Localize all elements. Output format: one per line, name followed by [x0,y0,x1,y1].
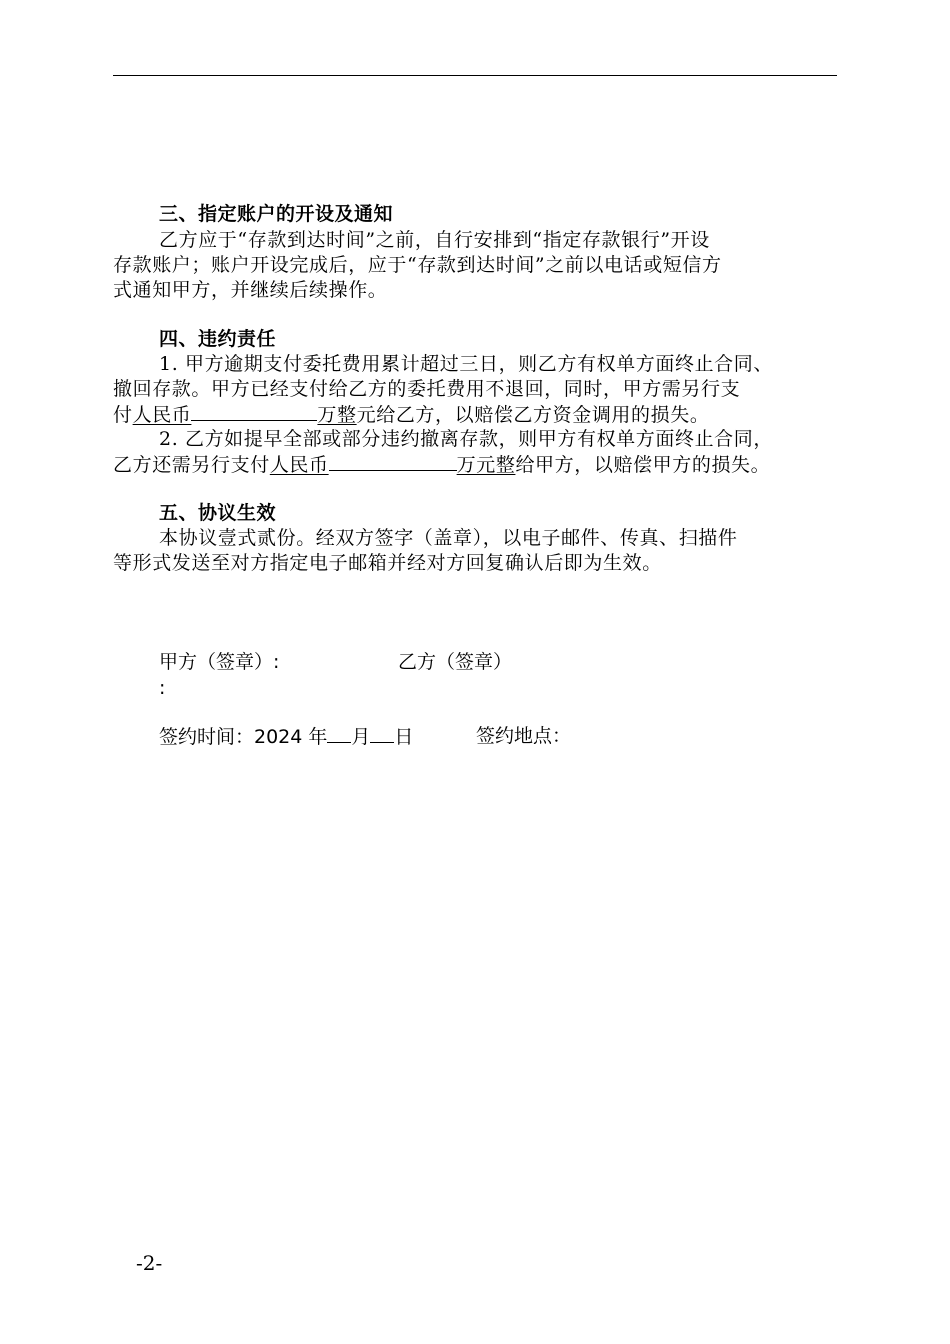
month-blank [327,724,351,743]
month-label: 月 [351,726,371,748]
section-5-line-2: 等形式发送至对方指定电子邮箱并经对方回复确认后即为生效。 [113,552,662,574]
signing-date-line [159,724,413,749]
page-number: -2- [136,1251,163,1275]
section-3-line-3: 式通知甲方，并继续后续操作。 [113,279,388,301]
section-5-heading: 五、协议生效 [159,502,277,524]
signing-place-label: 签约地点： [476,725,572,747]
pay-prefix: 乙方还需另行支付 [113,454,270,476]
section-3-heading: 三、指定账户的开设及通知 [159,203,394,225]
section-5-line-1: 本协议壹式贰份。经双方签字（盖章），以电子邮件、传真、扫描件 [159,527,738,549]
pay-suffix: 给甲方，以赔偿甲方的损失。 [515,454,771,476]
day-label: 日 [394,726,414,748]
section-4-item-2-line-2 [113,452,770,477]
party-a-signature-label: 甲方（签章）: [159,651,280,673]
section-4-item-1-line-2: 撤回存款。甲方已经支付给乙方的委托费用不退回，同时，甲方需另行支 [113,378,741,400]
party-b-signature-label: 乙方（签章） [398,651,513,673]
section-4-item-1-line-1: 1. 甲方逾期支付委托费用累计超过三日，则乙方有权单方面终止合同、 [159,353,773,375]
header-rule [113,75,837,76]
wan-yuan-zheng-label: 万元整 [456,454,516,476]
section-3-line-1: 乙方应于“存款到达时间”之前，自行安排到“指定存款银行”开设 [159,229,710,251]
rmb-label: 人民币 [132,404,192,426]
amount-blank [329,452,457,471]
section-4-item-2-line-1: 2. 乙方如提早全部或部分违约撤离存款，则甲方有权单方面终止合同， [159,428,773,450]
rmb-label: 人民币 [269,454,329,476]
wan-zheng-label: 万整 [317,404,357,426]
section-3-line-2: 存款账户；账户开设完成后，应于“存款到达时间”之前以电话或短信方 [113,254,722,276]
amount-blank [191,402,317,421]
section-4-heading: 四、违约责任 [159,328,277,350]
section-4-item-1-line-3 [113,402,709,427]
signing-date-prefix: 签约时间：2024 年 [159,726,328,748]
pay-suffix: 元给乙方，以赔偿乙方资金调用的损失。 [356,404,710,426]
day-blank [370,724,394,743]
party-a-colon: : [159,677,166,699]
pay-prefix: 付 [113,404,133,426]
